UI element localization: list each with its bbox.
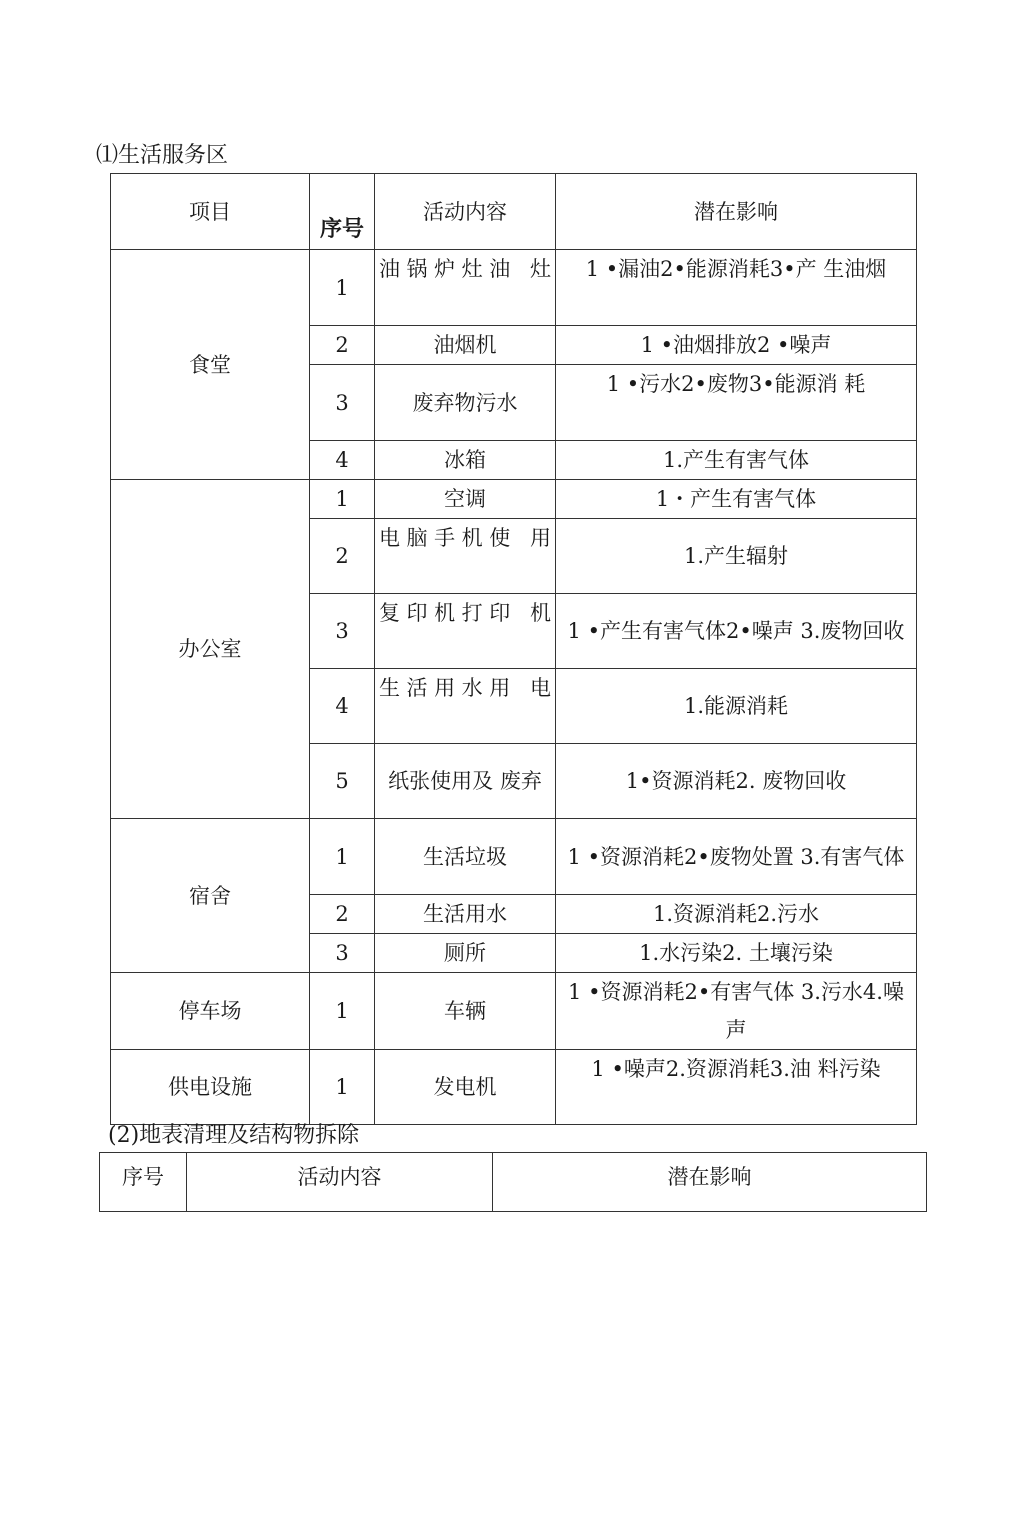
- row-activity: 发电机: [375, 1050, 556, 1125]
- row-activity: 油烟机: [375, 326, 556, 365]
- row-seq: 1: [310, 250, 375, 326]
- row-impact: 1 •资源消耗2•有害气体 3.污水4.噪声: [556, 973, 917, 1050]
- row-impact: 1 •漏油2•能源消耗3•产 生油烟: [556, 250, 917, 326]
- header-item: 项目: [111, 174, 310, 250]
- row-seq: 5: [310, 744, 375, 819]
- row-impact: 1 •资源消耗2•废物处置 3.有害气体: [556, 819, 917, 895]
- row-impact: 1.产生有害气体: [556, 441, 917, 480]
- surface-clearing-table: [99, 1152, 927, 1212]
- header-seq: 序号: [310, 174, 375, 250]
- row-activity: 纸张使用及 废弃: [375, 744, 556, 819]
- table-header-row: [111, 174, 917, 250]
- row-activity: 空调: [375, 480, 556, 519]
- row-activity: 复印机打印 机: [375, 594, 556, 669]
- row-impact: 1.产生辐射: [556, 519, 917, 594]
- group-name: 办公室: [111, 480, 310, 819]
- header-seq: 序号: [100, 1153, 187, 1212]
- header-impact: 潜在影响: [556, 174, 917, 250]
- row-impact: 1.资源消耗2.污水: [556, 895, 917, 934]
- row-activity: 车辆: [375, 973, 556, 1050]
- row-impact: 1 •噪声2.资源消耗3.油 料污染: [556, 1050, 917, 1125]
- row-seq: 2: [310, 326, 375, 365]
- table-row: [111, 819, 917, 895]
- header-activity: 活动内容: [375, 174, 556, 250]
- section-1-caption: ⑴生活服务区: [96, 143, 229, 168]
- header-activity: 活动内容: [187, 1153, 493, 1212]
- row-activity: 厕所: [375, 934, 556, 973]
- row-impact: 1 •污水2•废物3•能源消 耗: [556, 365, 917, 441]
- row-activity: 电脑手机使 用: [375, 519, 556, 594]
- row-activity: 油锅炉灶油 灶: [375, 250, 556, 326]
- table-row: [111, 480, 917, 519]
- row-seq: 4: [310, 441, 375, 480]
- row-seq: 1: [310, 480, 375, 519]
- row-activity: 生活垃圾: [375, 819, 556, 895]
- row-impact: 1・产生有害气体: [556, 480, 917, 519]
- row-impact: 1•资源消耗2. 废物回收: [556, 744, 917, 819]
- row-seq: 1: [310, 973, 375, 1050]
- row-activity: 生活用水用 电: [375, 669, 556, 744]
- table-row: [111, 1050, 917, 1125]
- group-name: 食堂: [111, 250, 310, 480]
- row-seq: 3: [310, 594, 375, 669]
- row-seq: 4: [310, 669, 375, 744]
- table-header-row: [100, 1153, 927, 1212]
- row-seq: 3: [310, 365, 375, 441]
- row-impact: 1 •产生有害气体2•噪声 3.废物回收: [556, 594, 917, 669]
- group-name: 宿舍: [111, 819, 310, 973]
- table-row: [111, 250, 917, 326]
- row-activity: 生活用水: [375, 895, 556, 934]
- group-name: 供电设施: [111, 1050, 310, 1125]
- row-activity: 废弃物污水: [375, 365, 556, 441]
- row-impact: 1.水污染2. 土壤污染: [556, 934, 917, 973]
- row-seq: 2: [310, 895, 375, 934]
- row-seq: 3: [310, 934, 375, 973]
- row-impact: 1 •油烟排放2 •噪声: [556, 326, 917, 365]
- row-seq: 1: [310, 1050, 375, 1125]
- table-row: [111, 973, 917, 1050]
- group-name: 停车场: [111, 973, 310, 1050]
- row-seq: 2: [310, 519, 375, 594]
- row-activity: 冰箱: [375, 441, 556, 480]
- header-impact: 潜在影响: [493, 1153, 927, 1212]
- section-2-caption: (2)地表清理及结构物拆除: [108, 1123, 360, 1148]
- row-seq: 1: [310, 819, 375, 895]
- living-service-table: [110, 173, 917, 1125]
- row-impact: 1.能源消耗: [556, 669, 917, 744]
